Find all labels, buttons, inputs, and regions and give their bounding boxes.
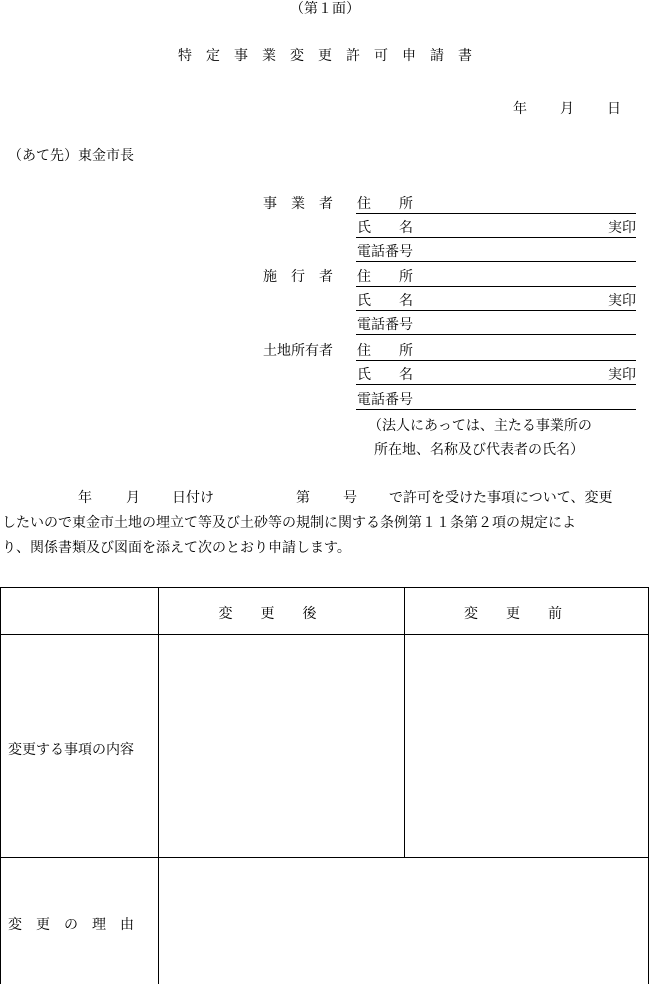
body-line3: り、関係書類及び図面を添えて次のとおり申請します。 xyxy=(2,540,351,556)
seal-label: 実印 xyxy=(608,220,636,236)
row-label-content: 変更する事項の内容 xyxy=(8,742,134,758)
role-contractor: 施 行 者 xyxy=(263,269,333,285)
form-number: （第１面） xyxy=(290,1,360,17)
addressee: （あて先）東金市長 xyxy=(8,148,134,164)
before-content-cell[interactable] xyxy=(405,635,649,857)
operator-phone-field[interactable] xyxy=(356,245,636,262)
phone-label: 電話番号 xyxy=(357,244,413,260)
landowner-name-field[interactable] xyxy=(356,368,636,385)
landowner-address-field[interactable] xyxy=(356,344,636,361)
body-number-prefix: 第 xyxy=(296,490,310,506)
body-line1-rest: で許可を受けた事項について、変更 xyxy=(389,490,613,506)
operator-name-field[interactable] xyxy=(356,221,636,238)
after-content-cell[interactable] xyxy=(159,635,404,857)
address-label: 住 所 xyxy=(357,196,413,212)
body-month-label: 月 xyxy=(126,490,140,506)
page-title: 特定事業変更許可申請書 xyxy=(178,48,486,64)
name-label: 氏 名 xyxy=(357,293,413,309)
reason-cell[interactable] xyxy=(159,858,649,984)
address-label: 住 所 xyxy=(357,269,413,285)
phone-label: 電話番号 xyxy=(357,317,413,333)
change-table xyxy=(0,587,649,984)
header-before: 変更前 xyxy=(464,606,590,622)
contractor-name-field[interactable] xyxy=(356,294,636,311)
body-year-label: 年 xyxy=(78,490,92,506)
date-month-label: 月 xyxy=(560,101,574,117)
name-label: 氏 名 xyxy=(357,220,413,236)
contractor-phone-field[interactable] xyxy=(356,318,636,335)
body-line2: したいので東金市土地の埋立て等及び土砂等の規制に関する条例第１１条第２項の規定によ xyxy=(2,515,576,531)
seal-label: 実印 xyxy=(608,367,636,383)
corporate-note-line2: 所在地、名称及び代表者の氏名） xyxy=(374,442,584,458)
date-day-label: 日 xyxy=(607,101,621,117)
name-label: 氏 名 xyxy=(357,367,413,383)
body-number-suffix: 号 xyxy=(343,490,357,506)
phone-label: 電話番号 xyxy=(357,392,413,408)
role-operator: 事 業 者 xyxy=(263,196,333,212)
role-landowner: 土地所有者 xyxy=(263,343,333,359)
seal-label: 実印 xyxy=(608,293,636,309)
landowner-phone-field[interactable] xyxy=(356,393,636,410)
operator-address-field[interactable] xyxy=(356,197,636,214)
date-year-label: 年 xyxy=(513,101,527,117)
address-label: 住 所 xyxy=(357,343,413,359)
contractor-address-field[interactable] xyxy=(356,270,636,287)
header-after: 変更後 xyxy=(218,606,345,622)
row-label-reason: 変 更 の 理 由 xyxy=(8,917,134,933)
corporate-note-line1: （法人にあっては、主たる事業所の xyxy=(368,418,592,434)
body-day-label: 日付け xyxy=(172,490,214,506)
